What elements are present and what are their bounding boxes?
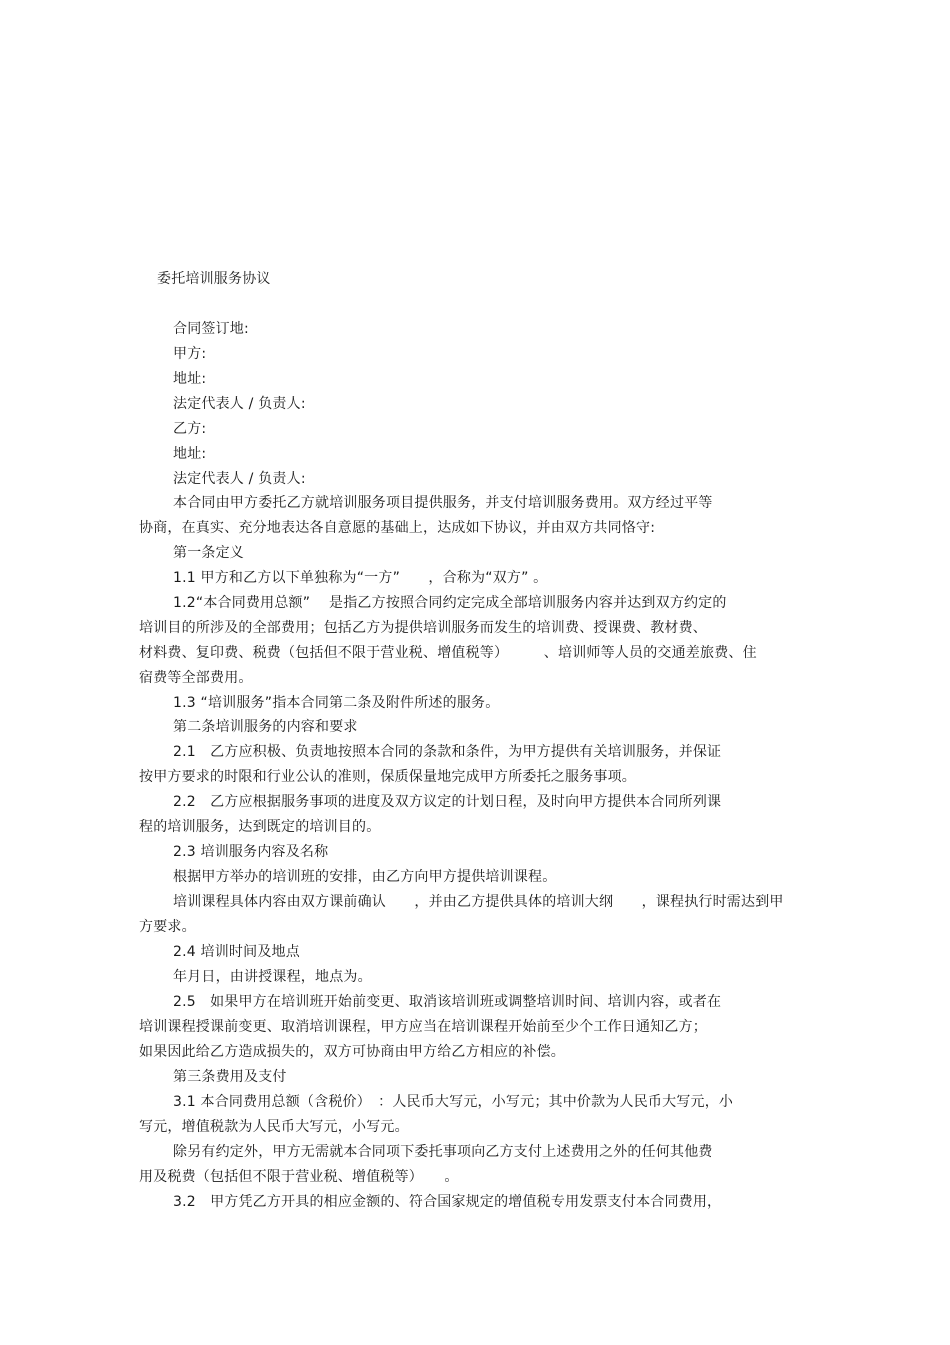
text-line: 培训目的所涉及的全部费用；包括乙方为提供培训服务而发生的培训费、授课费、教材费、 — [139, 620, 707, 636]
text-line: 培训课程授课前变更、取消培训课程，甲方应当在培训课程开始前至少个工作日通知乙方； — [139, 1019, 707, 1035]
text-line: 协商，在真实、充分地表达各自意愿的基础上，达成如下协议，并由双方共同恪守: — [139, 520, 656, 536]
document-title: 委托培训服务协议 — [157, 271, 271, 287]
subsection-heading: 2.4 培训时间及地点 — [173, 944, 300, 960]
field-representative-b: 法定代表人 / 负责人: — [173, 471, 306, 487]
field-party-b: 乙方: — [173, 421, 207, 437]
text-line: 1.3 “培训服务”指本合同第二条及附件所述的服务。 — [173, 695, 500, 711]
text-line: 如果因此给乙方造成损失的，双方可协商由甲方给乙方相应的补偿。 — [139, 1044, 565, 1060]
text-line: 写元，增值税款为人民币大写元，小写元。 — [139, 1119, 409, 1135]
field-party-a: 甲方: — [173, 346, 207, 362]
section-heading: 第二条培训服务的内容和要求 — [173, 719, 358, 735]
text-line: 程的培训服务，达到既定的培训目的。 — [139, 819, 381, 835]
text-line: 3.2 甲方凭乙方开具的相应金额的、符合国家规定的增值税专用发票支付本合同费用， — [173, 1194, 722, 1210]
text-line: 2.1 乙方应积极、负责地按照本合同的条款和条件，为甲方提供有关培训服务，并保证 — [173, 744, 722, 760]
text-line: 1.1 甲方和乙方以下单独称为“一方” ，合称为“双方” 。 — [173, 570, 548, 586]
subsection-heading: 2.3 培训服务内容及名称 — [173, 844, 329, 860]
text-line: 根据甲方举办的培训班的安排，由乙方向甲方提供培训课程。 — [173, 869, 557, 885]
text-line: 用及税费（包括但不限于营业税、增值税等） 。 — [139, 1169, 459, 1185]
text-line: 材料费、复印费、税费（包括但不限于营业税、增值税等） 、培训师等人员的交通差旅费、住 — [139, 645, 757, 661]
text-line: 按甲方要求的时限和行业公认的准则，保质保量地完成甲方所委托之服务事项。 — [139, 769, 636, 785]
section-heading: 第一条定义 — [173, 545, 244, 561]
field-address-a: 地址: — [173, 371, 207, 387]
text-line: 年月日，由讲授课程，地点为。 — [173, 969, 372, 985]
text-line: 除另有约定外，甲方无需就本合同项下委托事项向乙方支付上述费用之外的任何其他费 — [173, 1144, 713, 1160]
text-line: 2.2 乙方应根据服务事项的进度及双方议定的计划日程，及时向甲方提供本合同所列课 — [173, 794, 722, 810]
field-signing-place: 合同签订地: — [173, 321, 249, 337]
text-line: 方要求。 — [139, 919, 196, 935]
text-line: 宿费等全部费用。 — [139, 670, 253, 686]
section-heading: 第三条费用及支付 — [173, 1069, 287, 1085]
field-address-b: 地址: — [173, 446, 207, 462]
text-line: 3.1 本合同费用总额（含税价） ：人民币大写元，小写元；其中价款为人民币大写元，小 — [173, 1094, 734, 1110]
text-line: 培训课程具体内容由双方课前确认 ，并由乙方提供具体的培训大纲 ，课程执行时需达到甲 — [173, 894, 784, 910]
text-line: 2.5 如果甲方在培训班开始前变更、取消该培训班或调整培训时间、培训内容，或者在 — [173, 994, 722, 1010]
text-line: 1.2“本合同费用总额” 是指乙方按照合同约定完成全部培训服务内容并达到双方约定的 — [173, 595, 727, 611]
field-representative-a: 法定代表人 / 负责人: — [173, 396, 306, 412]
text-line: 本合同由甲方委托乙方就培训服务项目提供服务，并支付培训服务费用。双方经过平等 — [173, 495, 713, 511]
